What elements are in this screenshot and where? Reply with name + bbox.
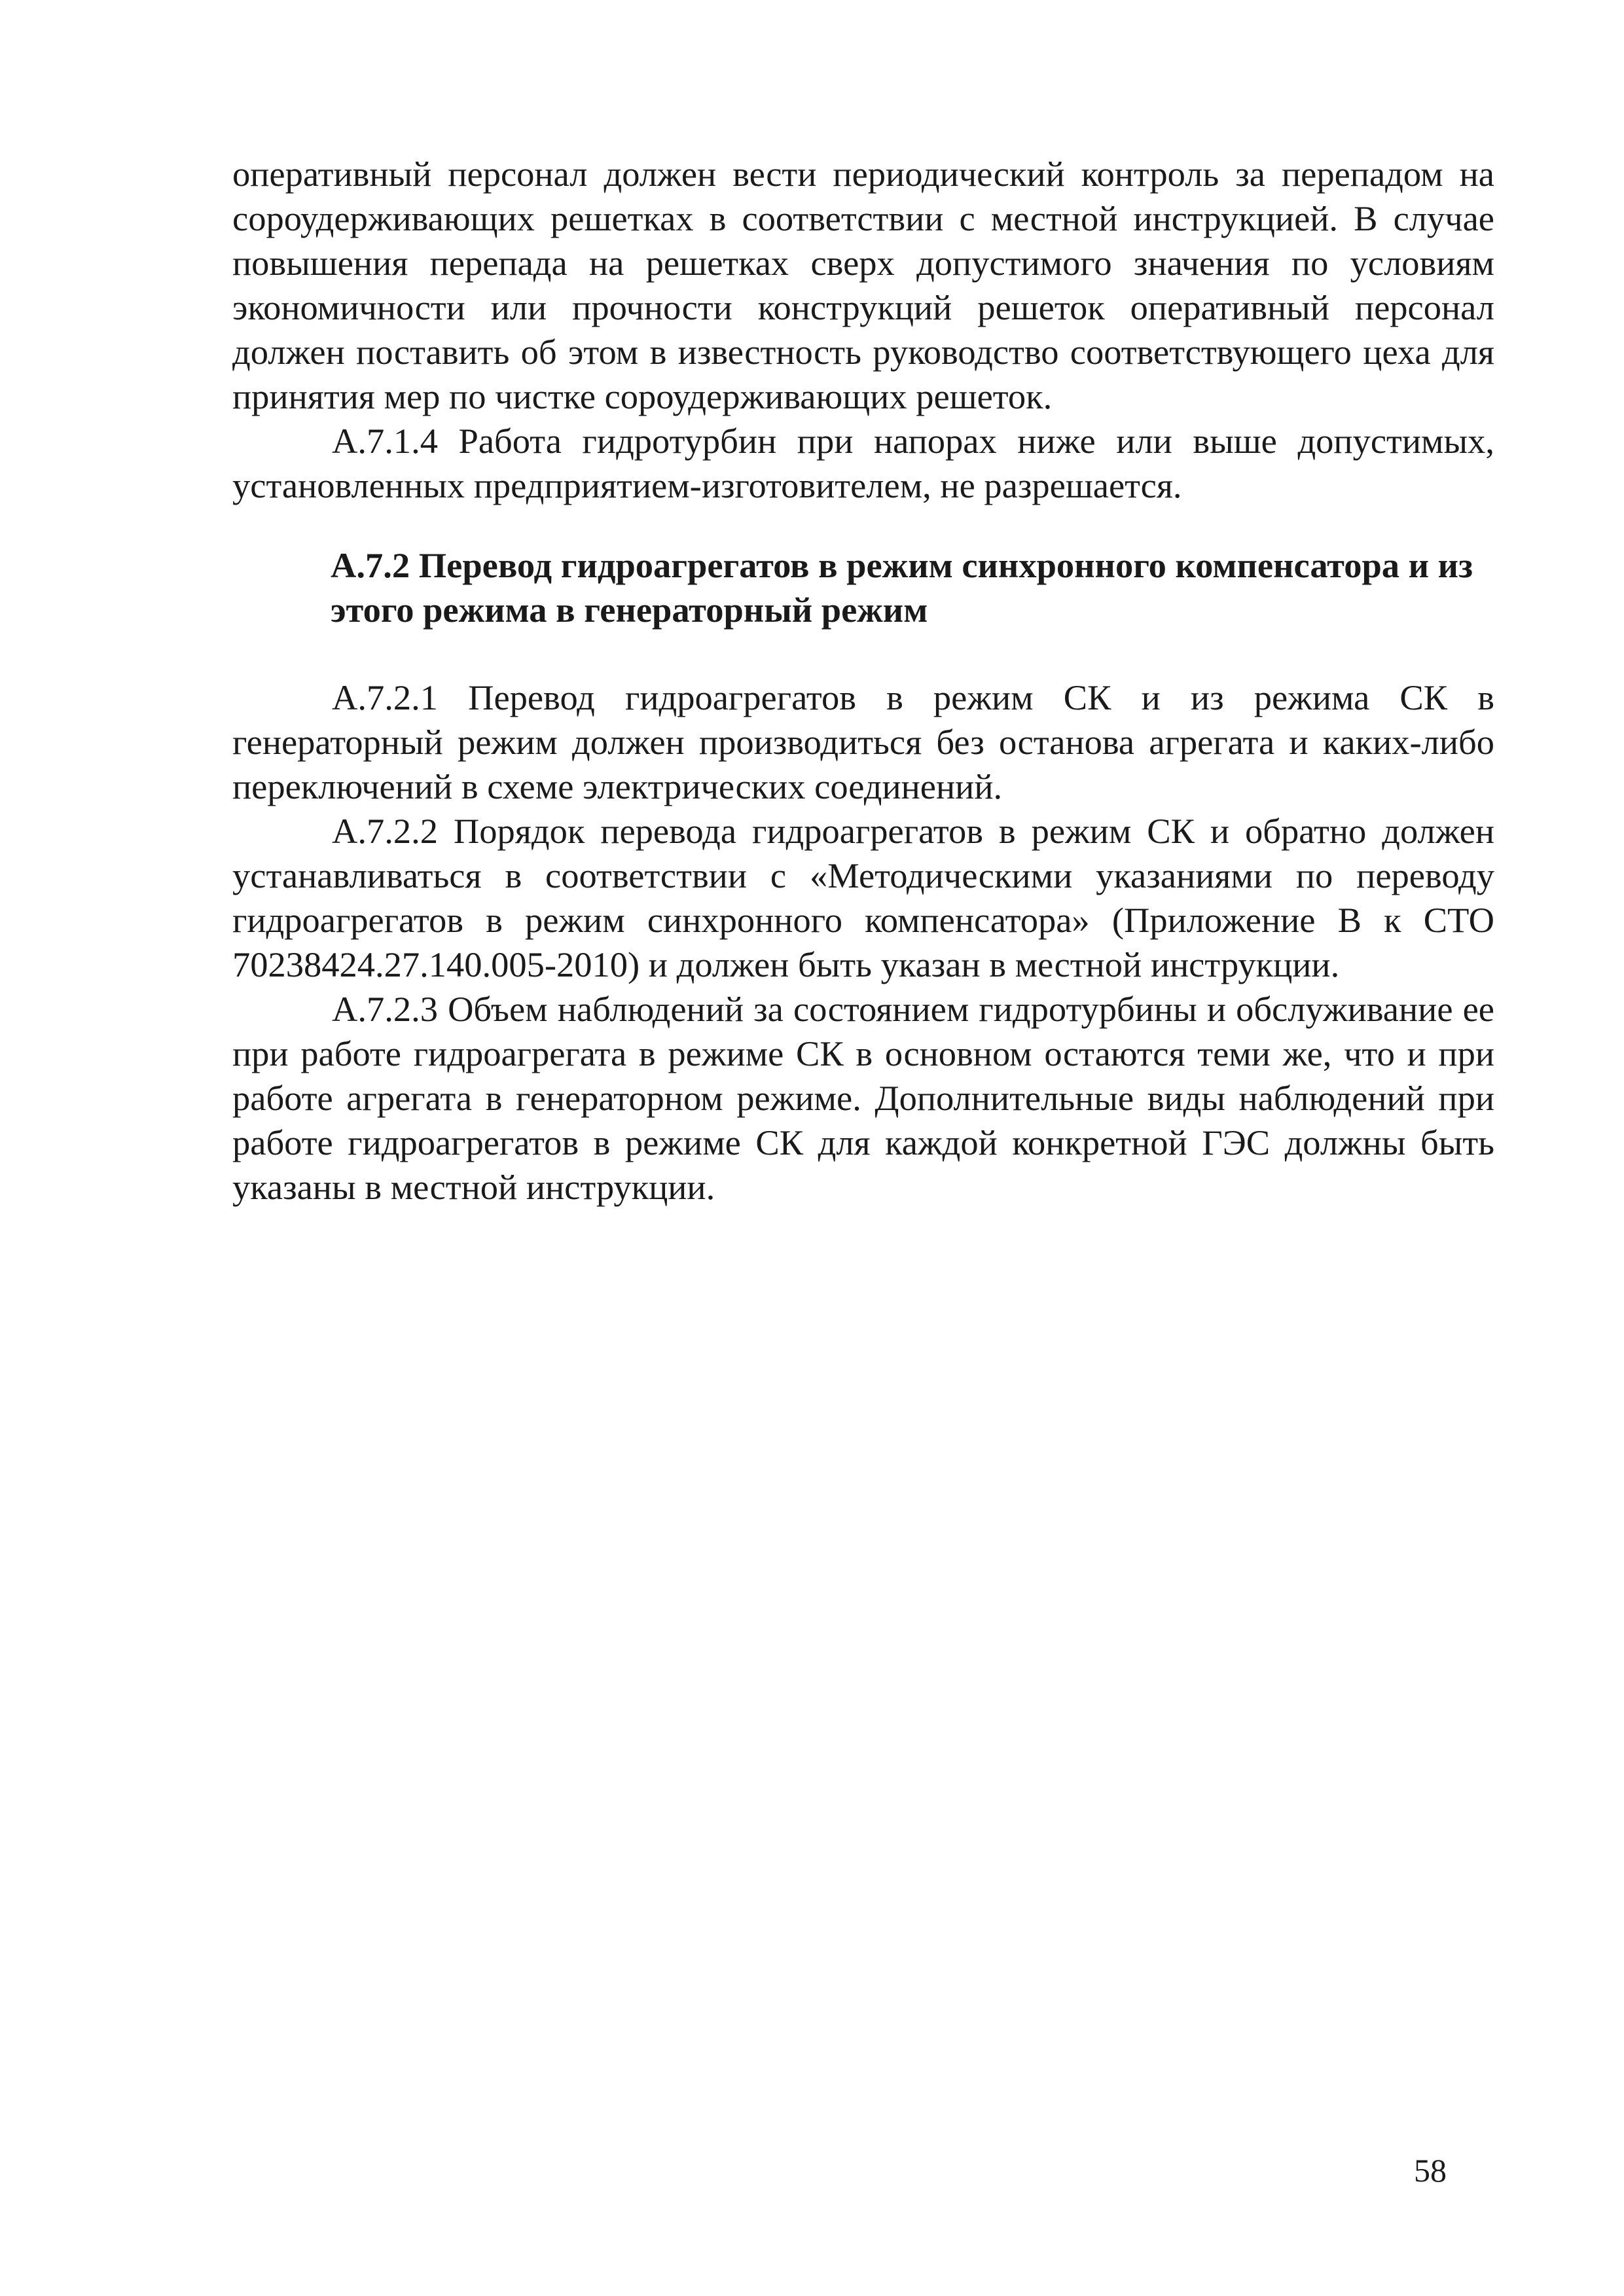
paragraph-a-7-2-3: А.7.2.3 Объем наблюдений за состоянием гидротурбины и обслуживание ее при работе гидроагрегата в режиме СК в основном остаются теми же, что и при работе агрегата в генераторном режиме. Дополнительные виды наблюдений при работе гидроагрегатов в режиме СК для каждой конкретной ГЭС должны быть указаны в местной инструкции. — [232, 989, 1494, 1207]
paragraph-a-7-1-4: А.7.1.4 Работа гидротурбин при напорах ниже или выше допустимых, установленных предприятием-изготовителем, не разрешается. — [232, 421, 1494, 505]
page-body — [232, 152, 1494, 1210]
page-number: 58 — [1414, 2152, 1447, 2189]
paragraph-a-7-2-2: А.7.2.2 Порядок перевода гидроагрегатов в режим СК и обратно должен устанавливаться в соответствии с «Методическими указаниями по переводу гидроагрегатов в режим синхронного компенсатора» (Приложение В к СТО 70238424.27.140.005-2010) и должен быть указан в местной инструкции. — [232, 811, 1494, 984]
paragraph-continuation: оперативный персонал должен вести периодический контроль за перепадом на сороудерживающих решетках в соответствии с местной инструкцией. В случае повышения перепада на решетках сверх допустимого значения по условиям экономичности или прочности конструкций решеток оперативный персонал должен поставить об этом в известность руководство соответствующего цеха для принятия мер по чистке сороудерживающих решеток. — [232, 154, 1494, 416]
section-heading-a-7-2: А.7.2 Перевод гидроагрегатов в режим синхронного компенсатора и из этого режима в генераторный режим — [331, 545, 1473, 630]
paragraph-a-7-2-1: А.7.2.1 Перевод гидроагрегатов в режим СК и из режима СК в генераторный режим должен производиться без останова агрегата и каких-либо переключений в схеме электрических соединений. — [232, 677, 1494, 806]
